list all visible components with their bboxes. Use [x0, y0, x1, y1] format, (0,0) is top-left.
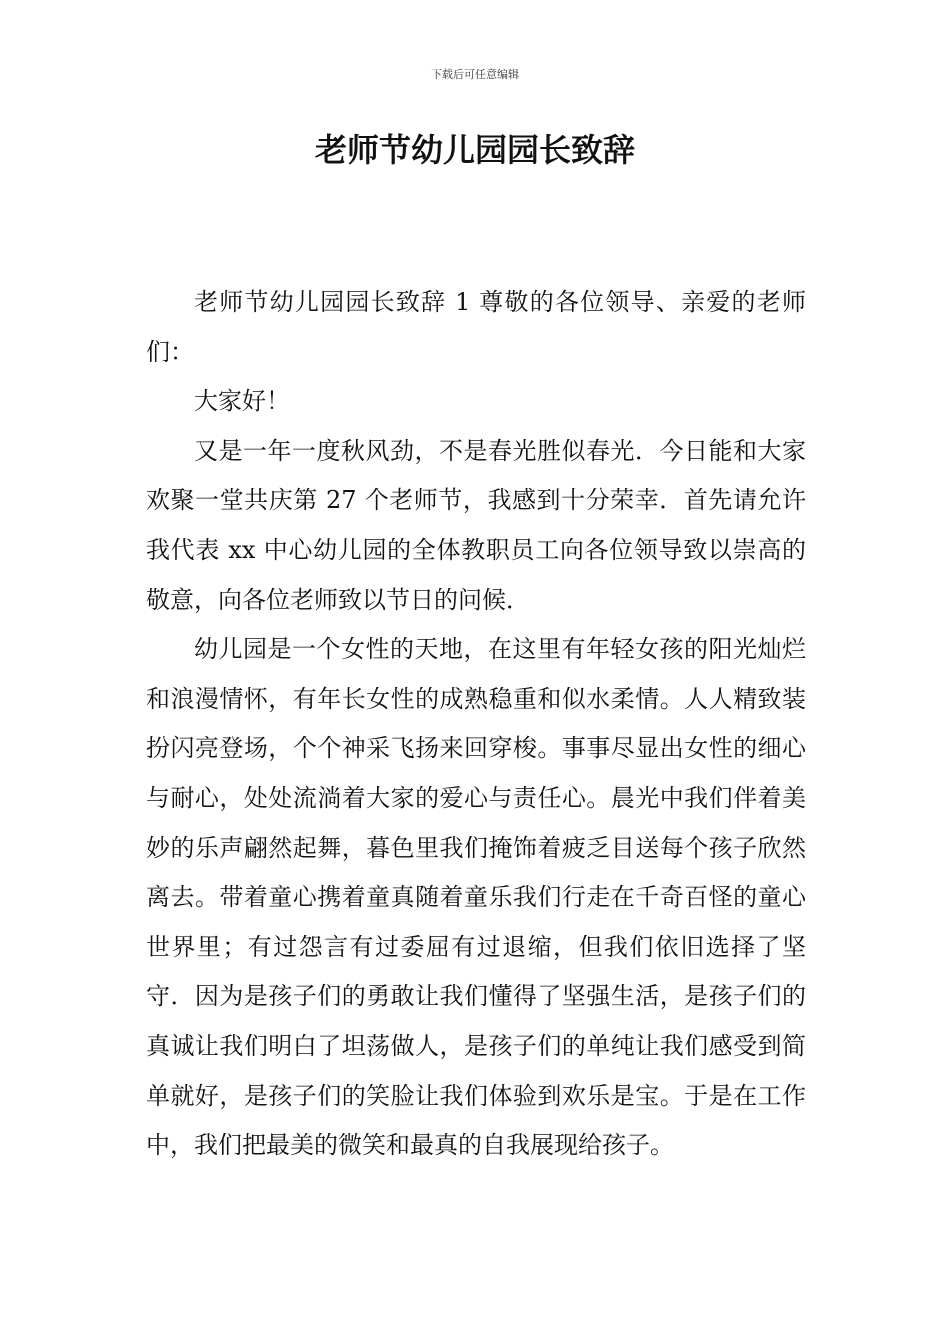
paragraph-greeting: 老师节幼儿园园长致辞 1 尊敬的各位领导、亲爱的老师们： — [146, 288, 806, 366]
paragraph-main: 幼儿园是一个女性的天地，在这里有年轻女孩的阳光灿烂和浪漫情怀，有年长女性的成熟稳重和似水柔情。人人精致装扮闪亮登场，个个神采飞扬来回穿梭。事事尽显出女性的细心与耐心，处处流淌着大家的爱心与责任心。晨光中我们伴着美妙的乐声翩然起舞，暮色里我们掩饰着疲乏目送每个孩子欣然离去。带着童心携着童真随着童乐我们行走在千奇百怪的童心世界里；有过怨言有过委屈有过退缩，但我们依旧选择了坚守．因为是孩子们的勇敢让我们懂得了坚强生活，是孩子们的真诚让我们明白了坦荡做人，是孩子们的单纯让我们感受到简单就好，是孩子们的笑脸让我们体验到欢乐是宝。于是在工作中，我们把最美的微笑和最真的自我展现给孩子。 — [146, 635, 806, 1160]
document-title: 老师节幼儿园园长致辞 — [314, 131, 635, 169]
document-body — [146, 278, 806, 1171]
paragraph-opening: 又是一年一度秋风劲，不是春光胜似春光．今日能和大家欢聚一堂共庆第 27 个老师节，我感到十分荣幸．首先请允许我代表 xx 中心幼儿园的全体教职员工向各位领导致以崇高的敬意，向各位老师致以节日的问候． — [146, 436, 806, 614]
paragraph-hello: 大家好！ — [194, 387, 290, 416]
header-note: 下载后可任意编辑 — [431, 68, 519, 81]
